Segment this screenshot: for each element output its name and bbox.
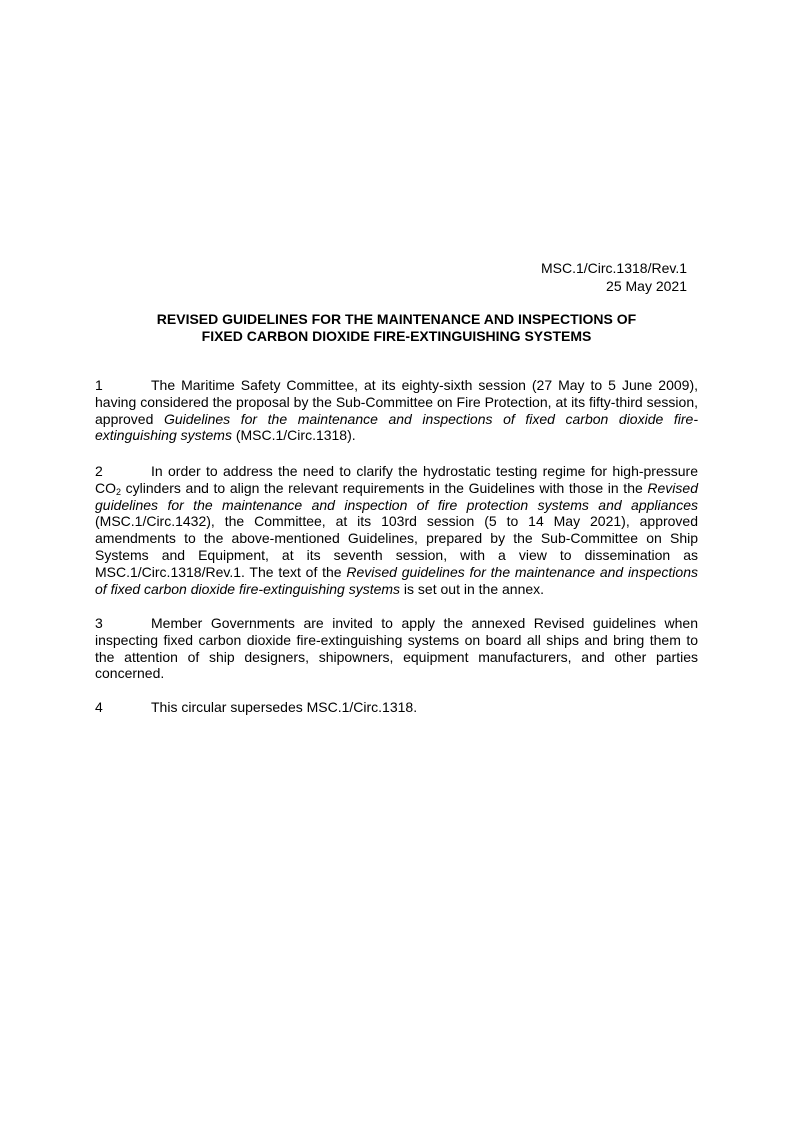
paragraph-number: 3 [95,615,103,631]
subscript-two: 2 [116,486,122,497]
document-title-reference: Revised guidelines for the maintenance and inspection of fire protection systems and appliances [95,479,698,513]
paragraph-2 [95,463,698,597]
paragraph-1 [95,377,698,444]
document-title-reference: Guidelines for the maintenance and inspections of fixed carbon dioxide fire-extinguishing systems [95,410,698,444]
paragraph-text: (MSC.1/Circ.1318). [231,427,356,444]
paragraph-text: This circular supersedes MSC.1/Circ.1318. [151,699,418,715]
paragraph-text: The Maritime Safety Committee, at its eighty-sixth session (27 May to 5 June 2009), having considered the proposal by the Sub-Committee on Fire Protection, at its fifty-third session, approved [95,377,698,427]
paragraph-text: (MSC.1/Circ.1432), the Committee, at its 103rd session (5 to 14 May 2021), approved amendments to the above-mentioned Guidelines, prepared by the Sub-Committee on Ship Systems and Equipment, at its seventh session, with a view to dissemination as MSC.1/Circ.1318/Rev.1. The text of the [95,513,698,580]
document-reference-block [541,259,687,295]
paragraph-text: Member Governments are invited to apply the annexed Revised guidelines when inspecting fixed carbon dioxide fire-extinguishing systems on board all ships and bring them to the attention of ship designers, shipowners, equipment manufacturers, and other parties concerned. [95,615,698,682]
document-reference: MSC.1/Circ.1318/Rev.1 [540,260,687,276]
paragraph-3 [95,615,698,682]
paragraph-text: is set out in the annex. [400,580,545,597]
paragraph-number: 1 [95,377,103,393]
document-date: 25 May 2021 [606,278,687,294]
title-line-2: FIXED CARBON DIOXIDE FIRE-EXTINGUISHING SYSTEMS [201,328,592,344]
paragraph-number: 4 [95,699,103,715]
document-title [95,311,698,345]
paragraph-number: 2 [95,463,103,479]
title-line-1: REVISED GUIDELINES FOR THE MAINTENANCE AND INSPECTIONS OF [156,311,637,327]
paragraph-text: In order to address the need to clarify the hydrostatic testing regime for high-pressure CO [95,463,698,496]
paragraph-4 [95,699,698,716]
paragraph-text: cylinders and to align the relevant requirements in the Guidelines with those in the [121,479,648,496]
document-title-reference: Revised guidelines for the maintenance and inspections of fixed carbon dioxide fire-extinguishing systems [95,563,698,597]
